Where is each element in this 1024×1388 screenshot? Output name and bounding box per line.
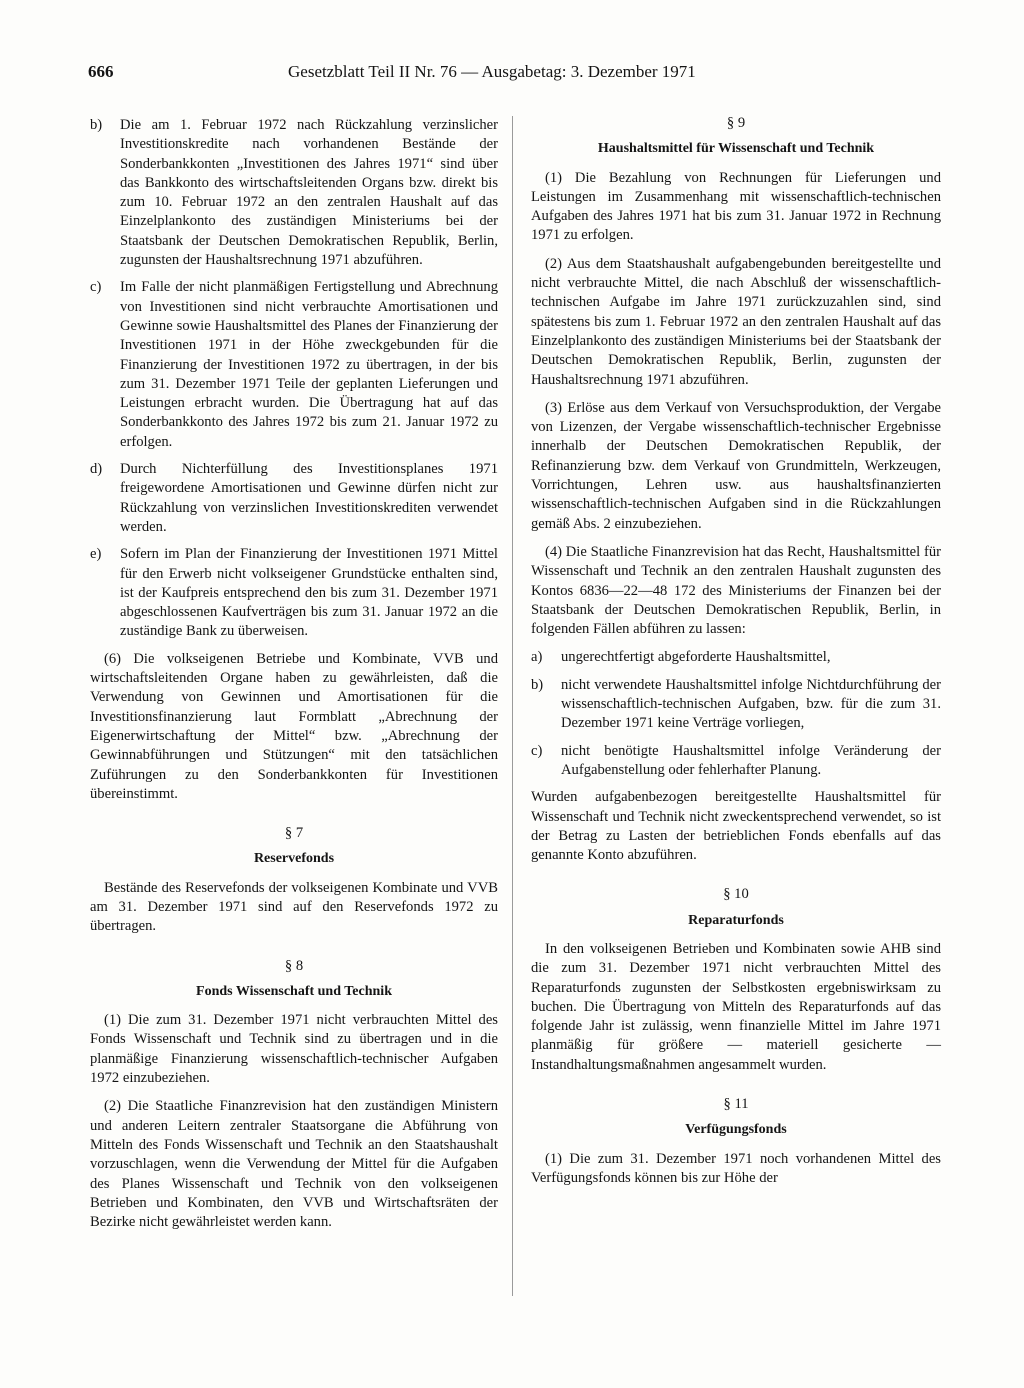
item-label: c) (90, 279, 102, 296)
list-item-e (90, 545, 498, 641)
item-text: Sofern im Plan der Finanzierung der Investitionen 1971 Mittel für den Erwerb nicht volkseigener Grundstücke enthalten sind, ist der Kaufpreis entsprechend den bis zum 31. Dezember 1971 abgeschlossenen Kaufverträgen bis zum 31. Januar 1972 an die zuständige Bank zu überweisen. (120, 546, 498, 640)
section-heading-fonds-wissenschaft: Fonds Wissenschaft und Technik (196, 983, 392, 999)
item-text: Im Falle der nicht planmäßigen Fertigstellung und Abrechnung von Investitionen sind nicht verbrauchte Amortisationen und Gewinne sowie Haushaltsmittel des Planes der Finanzierung der Investitionen 1971 in der Höhe zweckgebunden für die Finanzierung der Investitionen 1972 zu übertragen, in der bis zum 31. Dezember 1971 Teile der geplanten Lieferungen und Leistungen erbracht wurden. Die Übertragung hat auf das Sonderbankkonto des Jahres 1972 bis zum 21. Januar 1972 zu erfolgen. (120, 279, 498, 450)
section-number-10: § 10 (723, 886, 749, 903)
list-item-c (531, 742, 941, 781)
item-label: b) (90, 117, 103, 133)
section-heading-reparaturfonds: Reparaturfonds (688, 912, 784, 928)
section-number-8: § 8 (284, 957, 304, 974)
item-label: a) (531, 649, 543, 666)
section-number-11: § 11 (723, 1096, 749, 1113)
section-9-paragraph-1: (1) Die Bezahlung von Rechnungen für Lieferungen und Leistungen im Zusammenhang mit wissenschaftlich-technischen Aufgaben des Jahres 1971 hat bis zum 31. Januar 1972 in Rechnung 1971 zu erfolgen. (531, 169, 941, 244)
section-7-text: Bestände des Reservefonds der volkseigenen Kombinate und VVB am 31. Dezember 1971 sind auf den Reservefonds 1972 zu übertragen. (90, 879, 498, 935)
paragraph-6: (6) Die volkseigenen Betriebe und Kombinate, VVB und wirtschaftsleitenden Organe haben zu gewährleisten, daß die Verwendung von Gewinnen und Amortisationen für die Investitionsfinanzierung laut Formblatt „Abrechnung der Eigenerwirtschaftung der Mittel“ bzw. „Abrechnung der Gewinnabführungen und Stützungen“ mit den tatsächlichen Zuführungen zu den Sonderbankkonten für Investitionen übereinstimmt. (90, 650, 498, 802)
item-text: nicht verwendete Haushaltsmittel infolge Nichtdurchführung der wissenschaftlich-technischen Aufgaben, bzw. für die zum 31. Dezember 1971 keine Verträge vorliegen, (561, 676, 941, 732)
left-column (90, 116, 498, 1241)
section-9-paragraph-2: (2) Aus dem Staatshaushalt aufgabengebunden bereitgestellte und nicht verbrauchte Mittel, die nach Abschluß der wissenschaftlich-technischen Aufgabe im Jahre 1971 zurückzuzahlen sind, sind spätestens bis zum 1. Februar 1972 an den zentralen Haushalt auf das Einzelplankonto des zuständigen Ministeriums bei der Staatsbank der Deutschen Demokratischen Republik, Berlin, zugunsten der Haushaltsrechnung 1971 abzuführen. (531, 255, 941, 388)
section-8-paragraph-1: (1) Die zum 31. Dezember 1971 nicht verbrauchten Mittel des Fonds Wissenschaft und Technik sind zu übertragen und in die planmäßige Finanzierung wissenschaftlich-technischer Aufgaben 1972 einzubeziehen. (90, 1012, 498, 1087)
list-item-b (90, 116, 498, 270)
section-9-paragraph-4: (4) Die Staatliche Finanzrevision hat das Recht, Haushaltsmittel für Wissenschaft und Technik an den zentralen Haushalt zugunsten des Kontos 6836—22—48 172 des Ministeriums der Finanzen bei der Staatsbank der Deutschen Demokratischen Republik, Berlin, in folgenden Fällen abführen zu lassen: (531, 543, 941, 638)
right-column (531, 114, 941, 1197)
item-label: c) (531, 742, 543, 759)
section-heading-verfuegungsfonds: Verfügungsfonds (685, 1122, 787, 1138)
section-number-9: § 9 (726, 115, 746, 131)
item-text: Die am 1. Februar 1972 nach Rückzahlung verzinslicher Investitionskredite nach vorhandenen Bestände der Sonderbankkonten „Investitionen des Jahres 1971“ sind über das Bankkonto des wirtschaftsleitenden Organs bzw. direkt bis zum 10. Februar 1972 an den zentralen Haushalt auf das Einzelplankonto des zuständigen Ministeriums bei der Staatsbank der Deutschen Demokratischen Republik, Berlin, zugunsten der Haushaltsrechnung 1971 abzuführen. (120, 117, 498, 269)
item-text: ungerechtfertigt abgeforderte Haushaltsmittel, (561, 649, 831, 666)
section-heading-reservefonds: Reservefonds (253, 851, 335, 867)
list-item-b (531, 676, 941, 734)
list-item-d (90, 460, 498, 537)
page-header (88, 62, 948, 88)
list-item-c (90, 278, 498, 452)
section-8-paragraph-2: (2) Die Staatliche Finanzrevision hat den zuständigen Ministern und anderen Leitern zentraler Staatsorgane die Abführung von Mitteln des Fonds Wissenschaft und Technik an den Staatshaushalt vorzuschlagen, wenn die Verwendung der Mittel für die Aufgaben des Planes Wissenschaft und Technik von den volkseigenen Betrieben und Kombinaten, den VVB und Wirtschaftsräten der Bezirke nicht gewährleistet werden kann. (90, 1098, 498, 1231)
section-9-closing: Wurden aufgabenbezogen bereitgestellte Haushaltsmittel für Wissenschaft und Technik nicht zweckentsprechend verwendet, so ist der Betrag zu Lasten der betrieblichen Fonds ebenfalls auf das genannte Konto abzuführen. (531, 789, 941, 864)
list-item-a (531, 648, 941, 667)
section-10-text: In den volkseigenen Betrieben und Kombinaten sowie AHB sind die zum 31. Dezember 1971 nicht verbrauchten Mittel des Reparaturfonds zugunsten der Selbstkosten ergebniswirksam zu buchen. Die Übertragung von Mitteln des Reparaturfonds auf das folgende Jahr ist zulässig, wenn finanzielle Mittel im Jahre 1971 planmäßig für größere — materiell gesicherte — Instandhaltungsmaßnahmen angesammelt wurden. (531, 940, 941, 1073)
gazette-title: Gesetzblatt Teil II Nr. 76 — Ausgabetag: 3. Dezember 1971 (288, 62, 696, 81)
section-11-text: (1) Die zum 31. Dezember 1971 noch vorhandenen Mittel des Verfügungsfonds können bis zur Höhe der (531, 1150, 941, 1186)
item-label: e) (90, 546, 102, 563)
page-number: 666 (88, 62, 114, 81)
column-divider (512, 116, 513, 1296)
section-heading-haushaltsmittel: Haushaltsmittel für Wissenschaft und Technik (597, 141, 875, 157)
item-text: Durch Nichterfüllung des Investitionsplanes 1971 freigewordene Amortisationen und Gewinne dürfen nicht zur Rückzahlung von verzinslichen Investitionskrediten verwendet werden. (120, 461, 498, 535)
item-text: nicht benötigte Haushaltsmittel infolge Veränderung der Aufgabenstellung oder fehlerhafter Planung. (561, 742, 941, 778)
section-9-paragraph-3: (3) Erlöse aus dem Verkauf von Versuchsproduktion, der Vergabe von Lizenzen, der Vergabe wissenschaftlich-technischer Ergebnisse innerhalb der Deutschen Demokratischen Republik, der Refinanzierung bzw. dem Verkauf von Grundmitteln, Werkzeugen, Vorrichtungen, Lehren usw. aus haushaltsfinanzierten wissenschaftlich-technischen Aufgaben sind in die Rückzahlungen gemäß Abs. 2 einzubeziehen. (531, 399, 941, 532)
item-label: b) (531, 676, 544, 693)
section-number-7: § 7 (284, 825, 304, 842)
item-label: d) (90, 461, 103, 478)
